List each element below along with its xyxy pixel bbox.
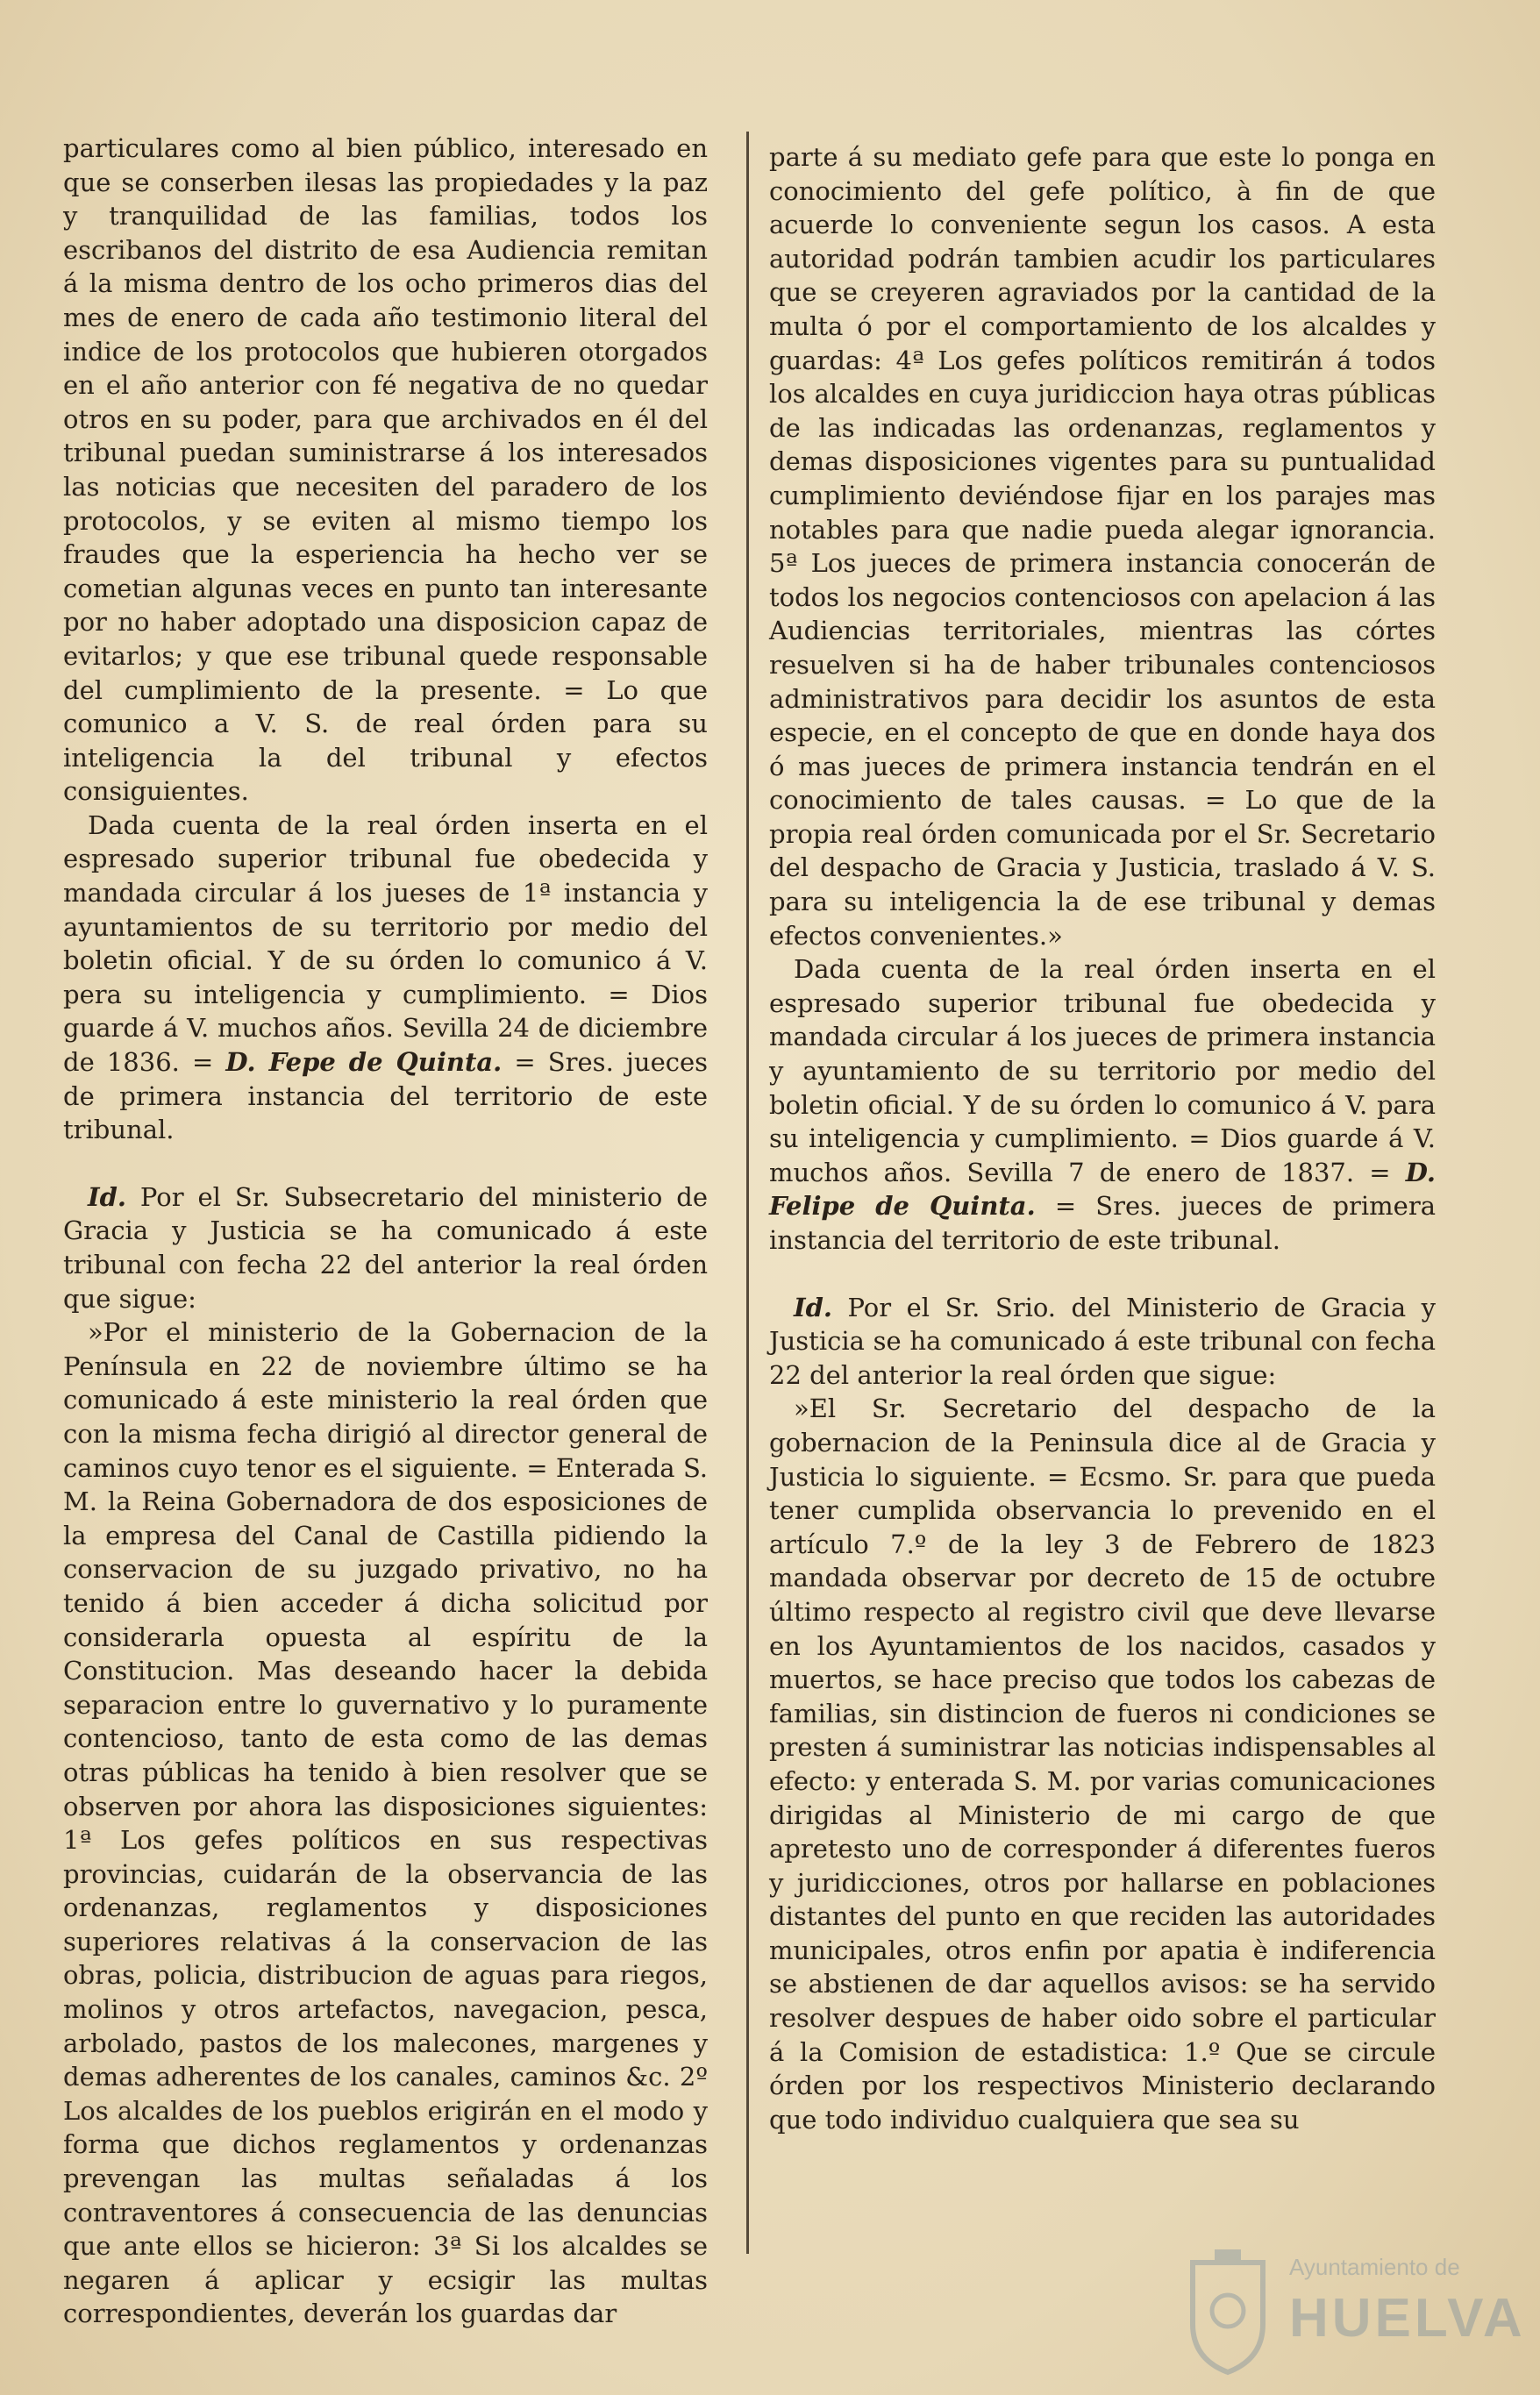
- right-paragraph-2-body: Dada cuenta de la real órden inserta en el espresado superior tribunal fue obedecida y mandada circular á los jueces de primera instancia y ayuntamiento de su territorio por medio del boletin oficial. Y de su órden lo comunico á V. para su inteligencia y cumplimiento. = Dios guarde á V. muchos años. Sevilla 7 de enero de 1837. =: [769, 954, 1436, 1187]
- watermark-line-1: Ayuntamiento de: [1289, 2254, 1460, 2280]
- left-section-lead: Id.: [88, 1181, 126, 1212]
- left-paragraph-2-body: Dada cuenta de la real órden inserta en el espresado superior tribunal fue obedecida y mandada circular á los jueses de 1ª instancia y ayuntamientos de su territorio por medio del boletin oficial. Y de su órden lo comunico á V. pera su inteligencia y cumplimiento. = Dios guarde á V. muchos años. Sevilla 24 de diciembre de 1836. =: [63, 809, 708, 1078]
- column-divider: [746, 132, 749, 2254]
- left-paragraph-2-tail: = Sres. jueces de primera instancia del territorio de este tribunal.: [63, 1047, 709, 1145]
- right-paragraph-1: parte á su mediato gefe para que este lo ponga en conocimiento del gefe político, à fin de que acuerde lo conveniente segun los casos. A esta autoridad podrán tambien acudir los particulares que se creyeren agraviados por la cantidad de la multa ó por el comportamiento de los alcaldes y guardas: 4ª Los gefes políticos remitirán á todos los alcaldes en cuya juridiccion haya otras públicas de las indicadas las ordenanzas, reglamentos y demas disposiciones vigentes para su puntualidad cumplimiento deviéndose fijar en los parajes mas notables para que nadie pueda alegar ignorancia. 5ª Los jueces de primera instancia conocerán de todos los negocios contenciosos con apelacion á las Audiencias territoriales, mientras las córtes resuelven si ha de haber tribunales contenciosos administrativos para decidir los asuntos de esta especie, en el concepto de que en donde haya dos ó mas jueces de primera instancia tendrán en el conocimiento de tales causas. = Lo que de la propia real órden comunicada por el Sr. Secretario del despacho de Gracia y Justicia, traslado á V. S. para su inteligencia la de ese tribunal y demas efectos convenientes.»: [769, 142, 1436, 951]
- right-signature: D. Felipe de Quinta.: [769, 1157, 1436, 1222]
- right-paragraph-3-body: Por el Sr. Srio. del Ministerio de Gracia y Justicia se ha comunicado á este tribunal con fecha 22 del anterior la real órden que sigue:: [769, 1292, 1437, 1390]
- right-paragraph-3: [769, 1291, 1436, 1393]
- watermark: [1175, 2245, 1526, 2377]
- right-paragraph-2: [769, 952, 1436, 1257]
- left-signature: D. Fepe de Quinta.: [225, 1047, 503, 1078]
- left-paragraph-3-body: Por el Sr. Subsecretario del ministerio de Gracia y Justicia se ha comunicado á este tribunal con fecha 22 del anterior la real órden que sigue:: [63, 1181, 708, 1314]
- left-paragraph-2: [63, 809, 708, 1147]
- right-paragraph-4: »El Sr. Secretario del despacho de la gobernacion de la Peninsula dice al de Gracia y Justicia lo siguiente. = Ecsmo. Sr. para que pueda tener cumplida observancia lo prevenido en el artículo 7.º de la ley 3 de Febrero de 1823 mandada observar por decreto de 15 de octubre último respecto al registro civil que deve llevarse en los Ayuntamientos de los nacidos, casados y muertos, se hace preciso que todos los cabezas de familias, sin distincion de fueros ni condiciones se presten á suministrar las noticias indispensables al efecto: y enterada S. M. por varias comunicaciones dirigidas al Ministerio de mi cargo de que apretesto uno de corresponder á diferentes fueros y juridicciones, otros por hallarse en poblaciones distantes del punto en que reciden las autoridades municipales, otros enfin por apatia è indiferencia se abstienen de dar aquellos avisos: se ha servido resolver despues de haber oido sobre el particular á la Comision de estadistica: 1.º Que se circule órden por los respectivos Ministerio declarando que todo individuo cualquiera que sea su: [769, 1394, 1436, 2135]
- right-paragraph-2-tail: = Sres. jueces de primera instancia del territorio de este tribunal.: [769, 1191, 1436, 1255]
- left-paragraph-3: [63, 1180, 708, 1315]
- left-column: [63, 132, 708, 2331]
- right-section-lead: Id.: [794, 1292, 832, 1322]
- left-paragraph-1: particulares como al bien público, interesado en que se conserben ilesas las propiedades y la paz y tranquilidad de las familias, todos los escribanos del distrito de esa Audiencia remitan á la misma dentro de los ocho primeros dias del mes de enero de cada año testimonio literal del indice de los protocolos que hubieren otorgados en el año anterior con fé negativa de no quedar otros en su poder, para que archivados en él del tribunal puedan suministrarse á los interesados las noticias que necesiten del paradero de los protocolos, y se eviten al mismo tiempo los fraudes que la esperiencia ha hecho ver se cometian algunas veces en punto tan interesante por no haber adoptado una disposicion capaz de evitarlos; y que ese tribunal quede responsable del cumplimiento de la presente. = Lo que comunico a V. S. de real órden para su inteligencia la del tribunal y efectos consiguientes.: [63, 133, 708, 807]
- left-paragraph-4: »Por el ministerio de la Gobernacion de la Península en 22 de noviembre último se ha comunicado á este ministerio la real órden que con la misma fecha dirigió al director general de caminos cuyo tenor es el siguiente. = Enterada S. M. la Reina Gobernadora de dos esposiciones de la empresa del Canal de Castilla pidiendo la conservacion de su juzgado privativo, no ha tenido á bien acceder á dicha solicitud por considerarla opuesta al espíritu de la Constitucion. Mas deseando hacer la debida separacion entre lo guvernativo y lo puramente contencioso, tanto de esta como de las demas otras públicas ha tenido à bien resolver que se observen por ahora las disposiciones siguientes: 1ª Los gefes políticos en sus respectivas provincias, cuidarán de la observancia de las ordenanzas, reglamentos y disposiciones superiores relativas á la conservacion de las obras, policia, distribucion de aguas para riegos, molinos y otros artefactos, navegacion, pesca, arbolado, pastos de los malecones, margenes y demas adherentes de los canales, caminos &c. 2º Los alcaldes de los pueblos erigirán en el modo y forma que dichos reglamentos y ordenanzas prevengan las multas señaladas á los contraventores á consecuencia de las denuncias que ante ellos se hicieron: 3ª Si los alcaldes se negaren á aplicar y ecsigir las multas correspondientes, deverán los guardas dar: [63, 1317, 708, 2329]
- right-column: [769, 140, 1436, 2136]
- coat-of-arms-icon: [1175, 2245, 1280, 2377]
- watermark-line-2: HUELVA: [1289, 2288, 1526, 2349]
